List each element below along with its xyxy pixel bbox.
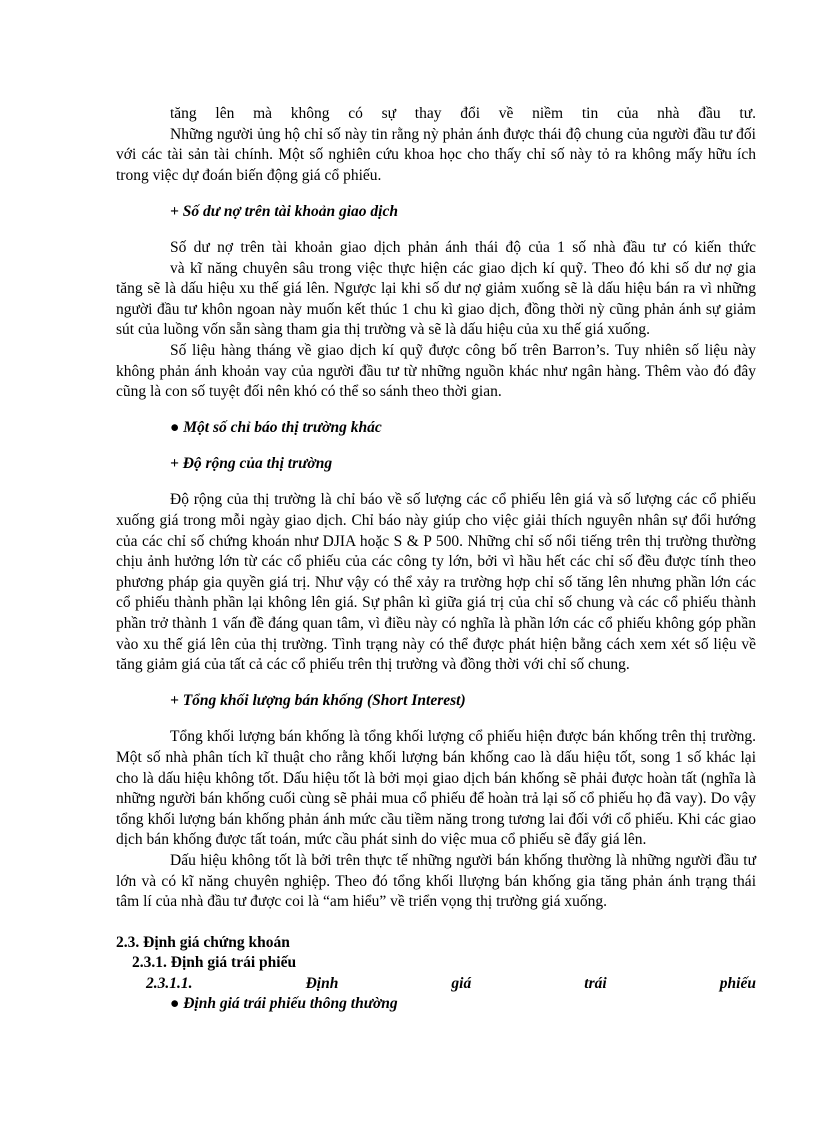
subheading-margin-debt: + Số dư nợ trên tài khoản giao dịch: [170, 202, 398, 220]
heading-word: 2.3.1.1.: [146, 974, 193, 992]
paragraph-short-interest: Tổng khối lượng bán khống là tổng khối lượng cổ phiếu hiện được bán khống trên thị trường. Một số nhà phân tích kĩ thuật cho rằng khối lượng bán khống cao là dấu hiệu tốt, song 1 số khác lại cho là dấu hiệu không tốt. Dấu hiệu tốt là bởi mọi giao dịch bán khống sẽ phải được hoàn tất (nghĩa là những người bán khống cuối cùng sẽ phải mua cổ phiếu để hoàn trả lại số cổ phiếu họ đã vay). Do vậy tổng khối lượng bán khống phản ánh mức cầu tiềm năng trong tương lai đối với cổ phiếu. Khi các giao dịch bán khống được tất toán, mức cầu phát sinh do việc mua cổ phiếu sẽ đẩy giá lên.: [116, 728, 756, 849]
heading-2-3: 2.3. Định giá chứng khoán: [116, 933, 290, 951]
heading-word: phiếu: [719, 974, 756, 992]
subheading-market-breadth: + Độ rộng của thị trường: [170, 455, 333, 473]
heading-word: giá: [451, 974, 472, 992]
subheading-short-interest: + Tổng khối lượng bán khống (Short Interest): [170, 692, 466, 710]
heading-ordinary-bond-valuation: ● Định giá trái phiếu thông thường: [170, 995, 398, 1013]
section-gap: [116, 913, 756, 933]
paragraph-2-first-line: Số dư nợ trên tài khoản giao dịch phản ánh thái độ của 1 số nhà đầu tư có kiến thức: [170, 238, 756, 256]
paragraph-market-breadth: Độ rộng của thị trường là chỉ báo về số lượng các cổ phiếu lên giá và số lượng các cổ phiếu xuống giá trong mỗi ngày giao dịch. Chỉ báo này giúp cho việc giải thích nguyên nhân sự đổi hướng của các chỉ số chứng khoán như DJIA hoặc S & P 500. Những chỉ số nổi tiếng trên thị trường thường chịu ảnh hưởng lớn từ các cổ phiếu của các công ty lớn, bởi vì hầu hết các chỉ số đều được tính theo phương pháp gia quyền giá trị. Như vậy có thể xảy ra trường hợp chỉ số tăng lên nhưng phần lớn các cổ phiếu thành phần lại không lên giá. Sự phân kì giữa giá trị của chỉ số chung và các cổ phiếu thành phần trở thành 1 vấn đề đáng quan tâm, vì điều này có nghĩa là phần lớn các cổ phiếu không góp phần vào xu thế giá lên của thị trường. Tình trạng này có thể được phát hiện bằng cách xem xét số liệu về tăng giảm giá của tất cả các cổ phiếu trên thị trường và đồng thời với chỉ số chung.: [116, 491, 756, 674]
paragraph-1-body: Những người ủng hộ chỉ số này tin rằng nỳ phản ánh được thái độ chung của người đầu tư đối với các tài sản tài chính. Một số nghiên cứu khoa học cho thấy chỉ số này tỏ ra không mấy hữu ích trong việc dự đoán biến động giá cổ phiếu.: [116, 125, 756, 184]
heading-word: trái: [584, 974, 607, 992]
heading-word: Định: [305, 974, 339, 992]
paragraph-3: Số liệu hàng tháng về giao dịch kí quỹ được công bố trên Barron’s. Tuy nhiên số liệu này không phản ánh khoản vay của người đầu tư từ những nguồn khác như ngân hàng. Thêm vào đó đây cũng là con số tuyệt đối nên khó có thể so sánh theo thời gian.: [116, 341, 756, 401]
paragraph-2-body: và kĩ năng chuyên sâu trong việc thực hiện các giao dịch kí quỹ. Theo đó khi số dư nợ gia tăng sẽ là dấu hiệu xu thế giá lên. Ngược lại khi số dư nợ giảm xuống sẽ là dấu hiệu bán ra vì những người đầu tư khôn ngoan này muốn kết thúc 1 chu kì giao dịch, đồng thời nỳ cũng phản ánh sự giảm sút của luồng vốn sẵn sàng tham gia thị trường và sẽ là dấu hiệu của xu thế giá xuống.: [116, 259, 756, 339]
document-body: [116, 104, 756, 1015]
subheading-other-indicators: ● Một số chỉ báo thị trường khác: [170, 419, 382, 437]
paragraph-1-first-line: tăng lên mà không có sự thay đổi về niềm tin của nhà đầu tư.: [170, 105, 756, 122]
heading-2-3-1-1: [116, 974, 756, 995]
heading-2-3-1: 2.3.1. Định giá trái phiếu: [132, 954, 297, 972]
paragraph-short-interest-bad: Dấu hiệu không tốt là bởi trên thực tế những người bán khống thường là những người đầu tư lớn và có kĩ năng chuyên nghiệp. Theo đó tổng khối llượng bán khống gia tăng phản ánh trạng thái tâm lí của nhà đầu tư được coi là “am hiểu” về triển vọng thị trường giá xuống.: [116, 851, 756, 911]
